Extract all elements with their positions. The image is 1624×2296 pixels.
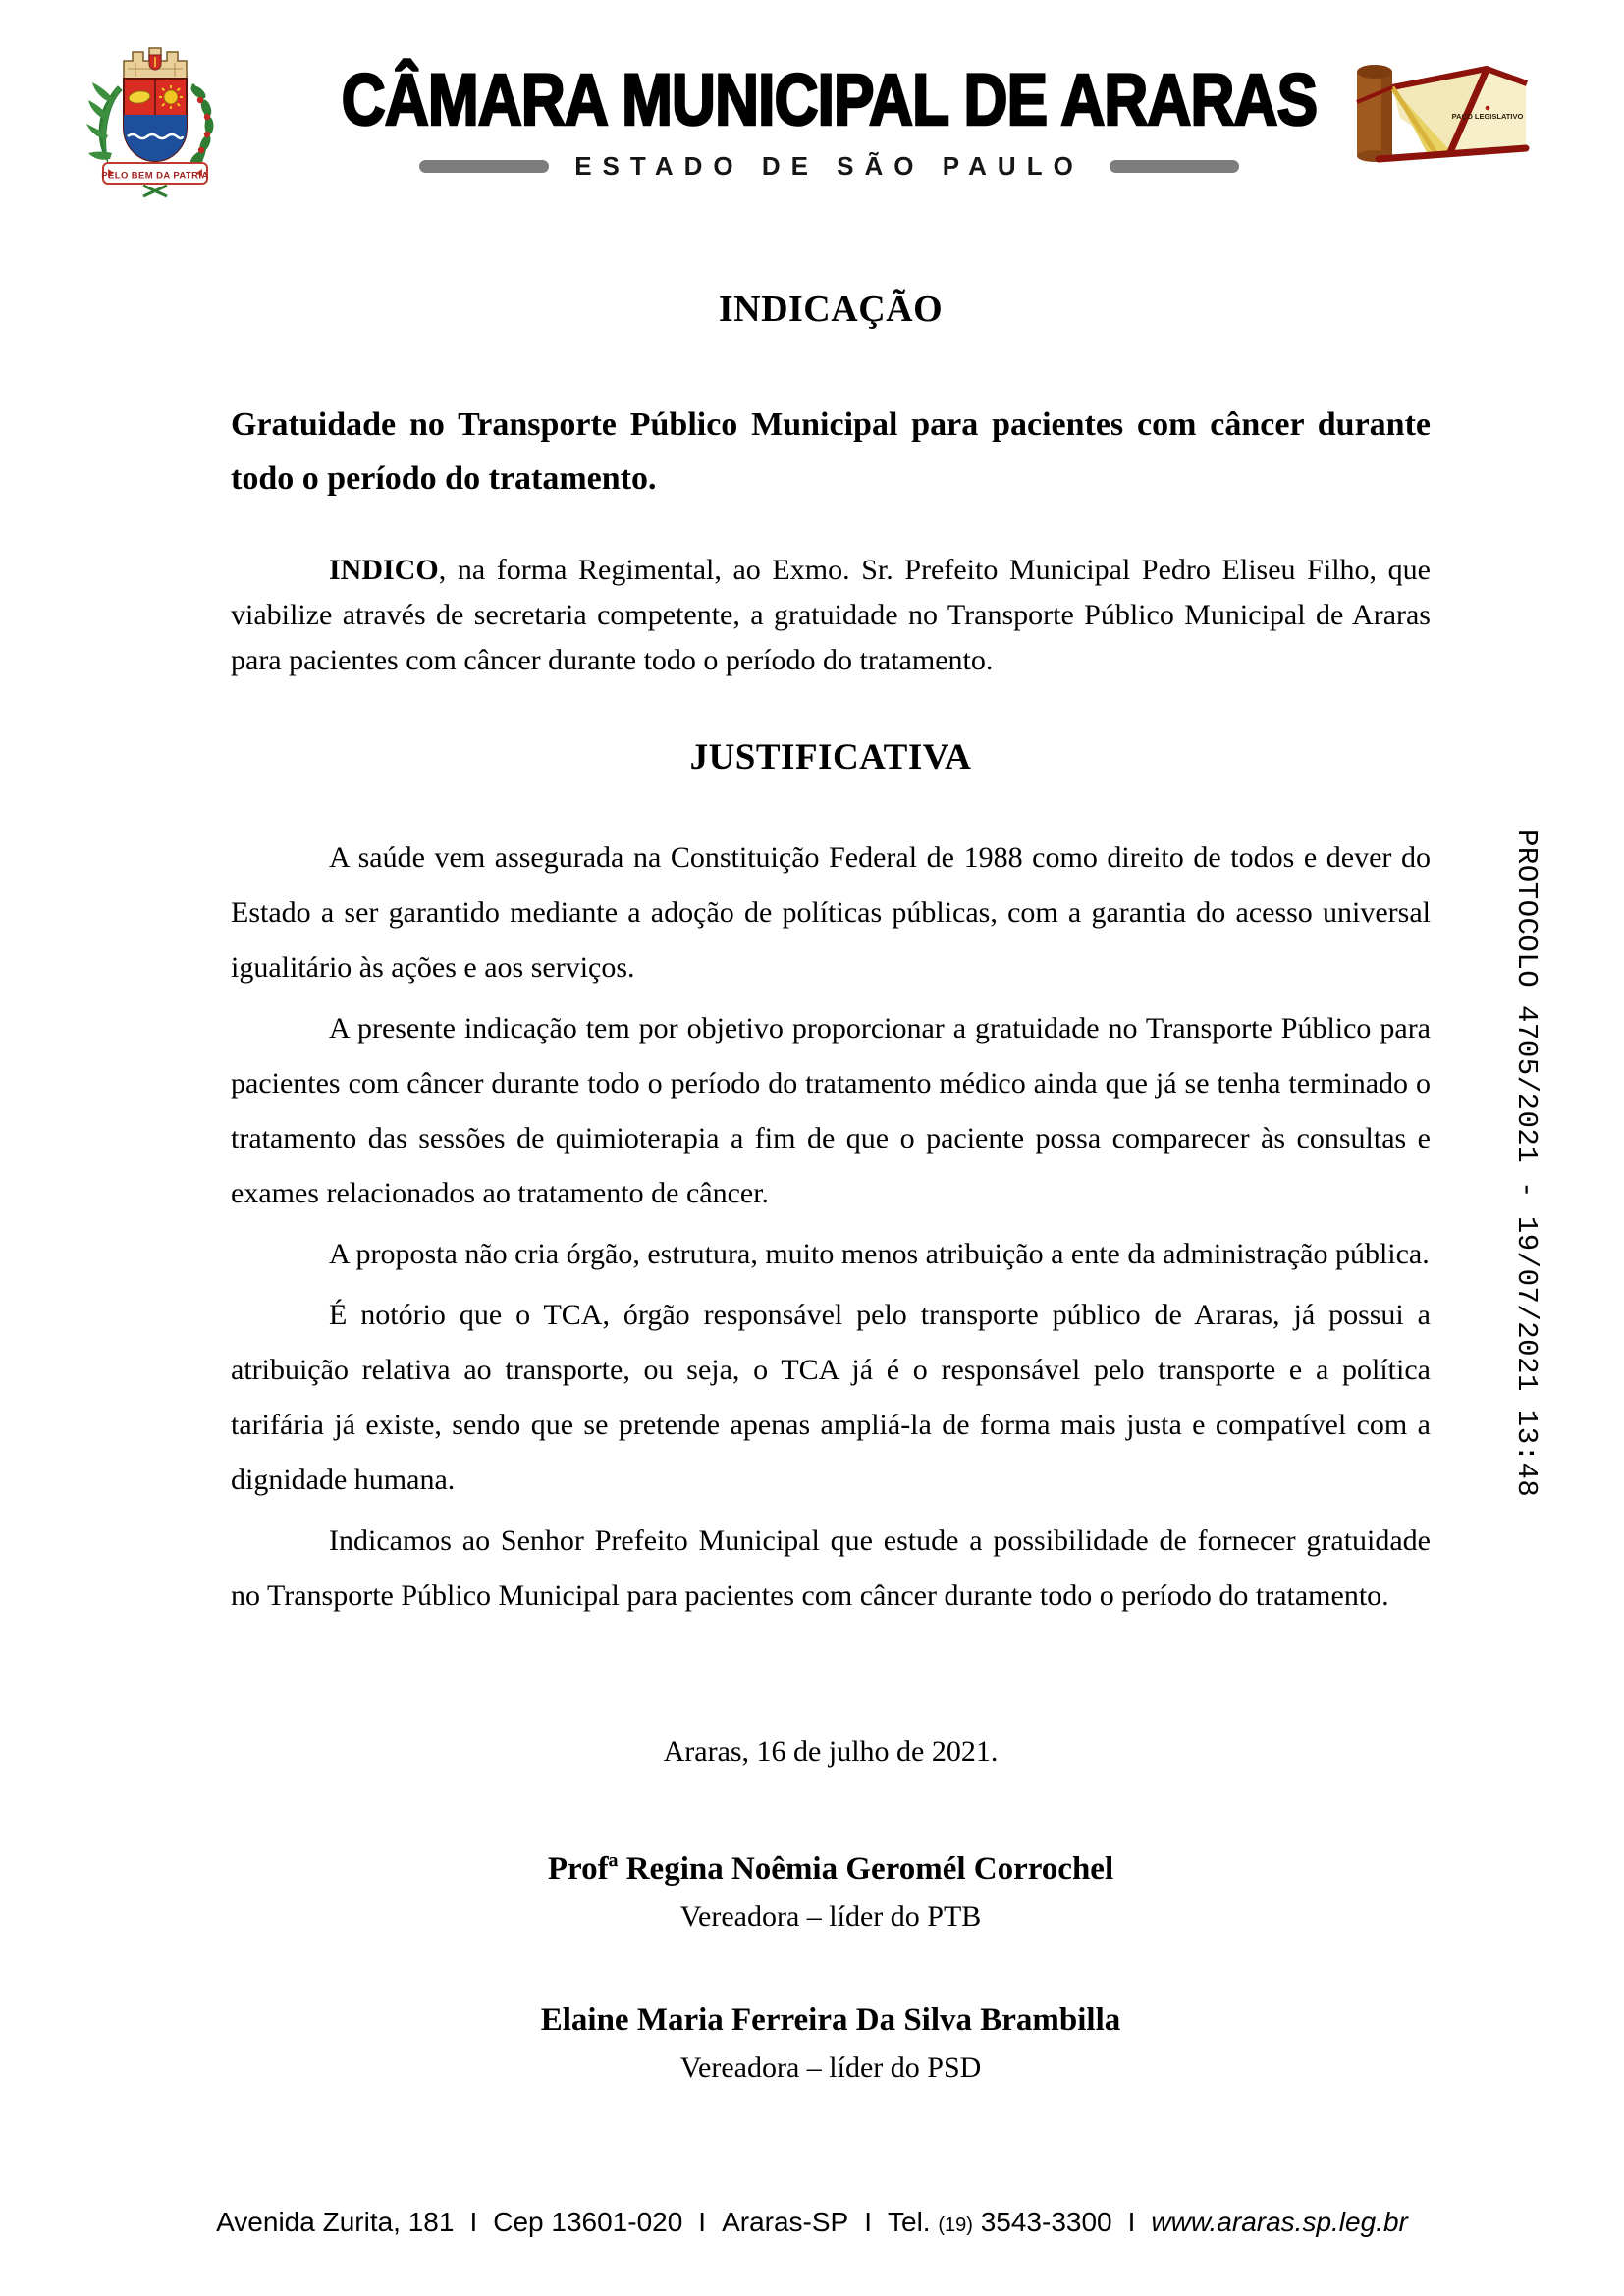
- letterhead-center: [245, 59, 1413, 182]
- footer-separator: I: [864, 2207, 872, 2237]
- state-line: ESTADO DE SÃO PAULO: [574, 151, 1084, 181]
- footer-separator: I: [469, 2207, 478, 2237]
- signature-block: [231, 1999, 1431, 2090]
- justification-body: [231, 830, 1431, 1629]
- paragraph: É notório que o TCA, órgão responsável pelo transporte público de Araras, já possui a atribuição relativa ao transporte, ou seja, o TCA já é o responsável pelo transporte e a política tarifária já existe, sendo que se pretende apenas ampliá-la de forma mais justa e compatível com a dignidade humana.: [231, 1299, 1431, 1496]
- footer-address: Avenida Zurita, 181: [216, 2207, 455, 2237]
- araras-coat-of-arms-icon: [86, 41, 224, 200]
- footer-tel-label: Tel.: [888, 2207, 931, 2237]
- justification-title: JUSTIFICATIVA: [689, 737, 972, 777]
- footer-separator: I: [698, 2207, 707, 2237]
- motto-ribbon: [101, 163, 208, 196]
- document-title: INDICAÇÃO: [718, 289, 944, 330]
- decorative-bar-right-icon: [1110, 160, 1239, 173]
- org-name: CÂMARA MUNICIPAL DE ARARAS: [341, 59, 1318, 140]
- footer-cep: Cep 13601-020: [493, 2207, 683, 2237]
- signer-name: Elaine Maria Ferreira Da Silva Brambilla: [540, 2002, 1121, 2038]
- signer-name: Profª Regina Noêmia Geromél Corrochel: [547, 1851, 1114, 1887]
- paragraph: A saúde vem assegurada na Constituição Federal de 1988 como direito de todos e dever do Estado a ser garantido mediante a adoção de políticas públicas, com a garantia do acesso universal igualitário às ações e aos serviços.: [231, 841, 1431, 984]
- footer-website: www.araras.sp.leg.br: [1151, 2207, 1408, 2237]
- intro-paragraph: [231, 548, 1431, 683]
- footer-tel-number: 3543-3300: [980, 2207, 1112, 2237]
- intro-keyword: INDICO: [329, 554, 439, 586]
- building-label: PAÇO LEGISLATIVO: [1451, 112, 1524, 121]
- footer: [88, 2205, 1536, 2243]
- shield: [124, 79, 187, 161]
- paragraph: A proposta não cria órgão, estrutura, muito menos atribuição a ente da administração pública.: [329, 1238, 1430, 1270]
- state-row: [245, 151, 1413, 182]
- coffee-branch: [188, 83, 213, 168]
- intro-text: , na forma Regimental, ao Exmo. Sr. Prefeito Municipal Pedro Eliseu Filho, que viabilize através de secretaria competente, a gratuidade no Transporte Público Municipal de Araras para pacientes com câncer durante todo o período do tratamento.: [231, 554, 1431, 676]
- crest-motto: PELO BEM DA PATRIA: [101, 170, 209, 182]
- signer-role: Vereadora – líder do PTB: [679, 1900, 982, 1933]
- paco-legislativo-building-icon: [1339, 57, 1534, 173]
- date-line: Araras, 16 de julho de 2021.: [663, 1735, 999, 1768]
- subject-paragraph: Gratuidade no Transporte Público Municipal para pacientes com câncer durante todo o período do tratamento.: [231, 406, 1431, 497]
- protocol-stamp: PROTOCOLO 4705/2021 - 19/07/2021 13:48: [1510, 829, 1543, 1498]
- paragraph: Indicamos ao Senhor Prefeito Municipal que estude a possibilidade de fornecer gratuidade no Transporte Público Municipal para pacientes com câncer durante todo o período do tratamento.: [231, 1524, 1431, 1612]
- decorative-bar-left-icon: [419, 160, 549, 173]
- footer-city: Araras-SP: [722, 2207, 849, 2237]
- signer-role: Vereadora – líder do PSD: [679, 2052, 982, 2084]
- paragraph: A presente indicação tem por objetivo proporcionar a gratuidade no Transporte Público para pacientes com câncer durante todo o período do tratamento médico ainda que já se tenha terminado o tratamento das sessões de quimioterapia a fim de que o paciente possa comparecer às consultas e exames relacionados ao tratamento de câncer.: [231, 1012, 1431, 1209]
- footer-tel-area: (19): [938, 2215, 973, 2236]
- sugarcane-branch: [86, 82, 122, 163]
- signature-block: [231, 1847, 1431, 1939]
- footer-separator: I: [1127, 2207, 1136, 2237]
